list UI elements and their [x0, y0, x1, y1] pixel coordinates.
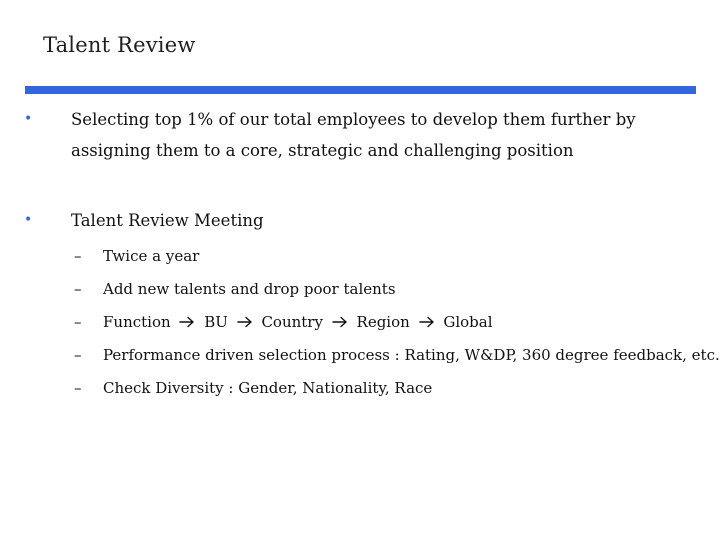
flow-step-global: Global — [443, 313, 493, 331]
sub-item-text: Twice a year — [103, 247, 200, 265]
dash-marker: – — [74, 379, 82, 397]
arrow-right-icon — [332, 316, 348, 328]
sub-item-text: Performance driven selection process : Rating, W&DP, 360 degree feedback, etc. — [103, 346, 720, 364]
flow-chain — [103, 306, 493, 339]
bullet-item — [24, 104, 696, 168]
title-divider — [25, 86, 696, 94]
arrow-right-icon — [179, 316, 195, 328]
dash-marker: – — [74, 313, 82, 331]
slide-title: Talent Review — [43, 33, 196, 57]
bullet-text: Talent Review Meeting — [71, 211, 264, 230]
sub-item-text: Add new talents and drop poor talents — [103, 280, 396, 298]
bullet-text: Selecting top 1% of our total employees to develop them further by assigning them to a core, strategic and challenging position — [71, 110, 636, 160]
bullet-marker: • — [24, 111, 33, 127]
arrow-right-icon — [237, 316, 253, 328]
dash-marker: – — [74, 280, 82, 298]
flow-step-bu: BU — [204, 313, 228, 331]
dash-marker: – — [74, 346, 82, 364]
dash-marker: – — [74, 247, 82, 265]
flow-step-country: Country — [261, 313, 323, 331]
flow-step-function: Function — [103, 313, 171, 331]
flow-step-region: Region — [356, 313, 410, 331]
arrow-right-icon — [419, 316, 435, 328]
bullet-marker: • — [24, 212, 33, 228]
bullet-item — [24, 205, 696, 237]
sub-item-text: Check Diversity : Gender, Nationality, Race — [103, 379, 433, 397]
